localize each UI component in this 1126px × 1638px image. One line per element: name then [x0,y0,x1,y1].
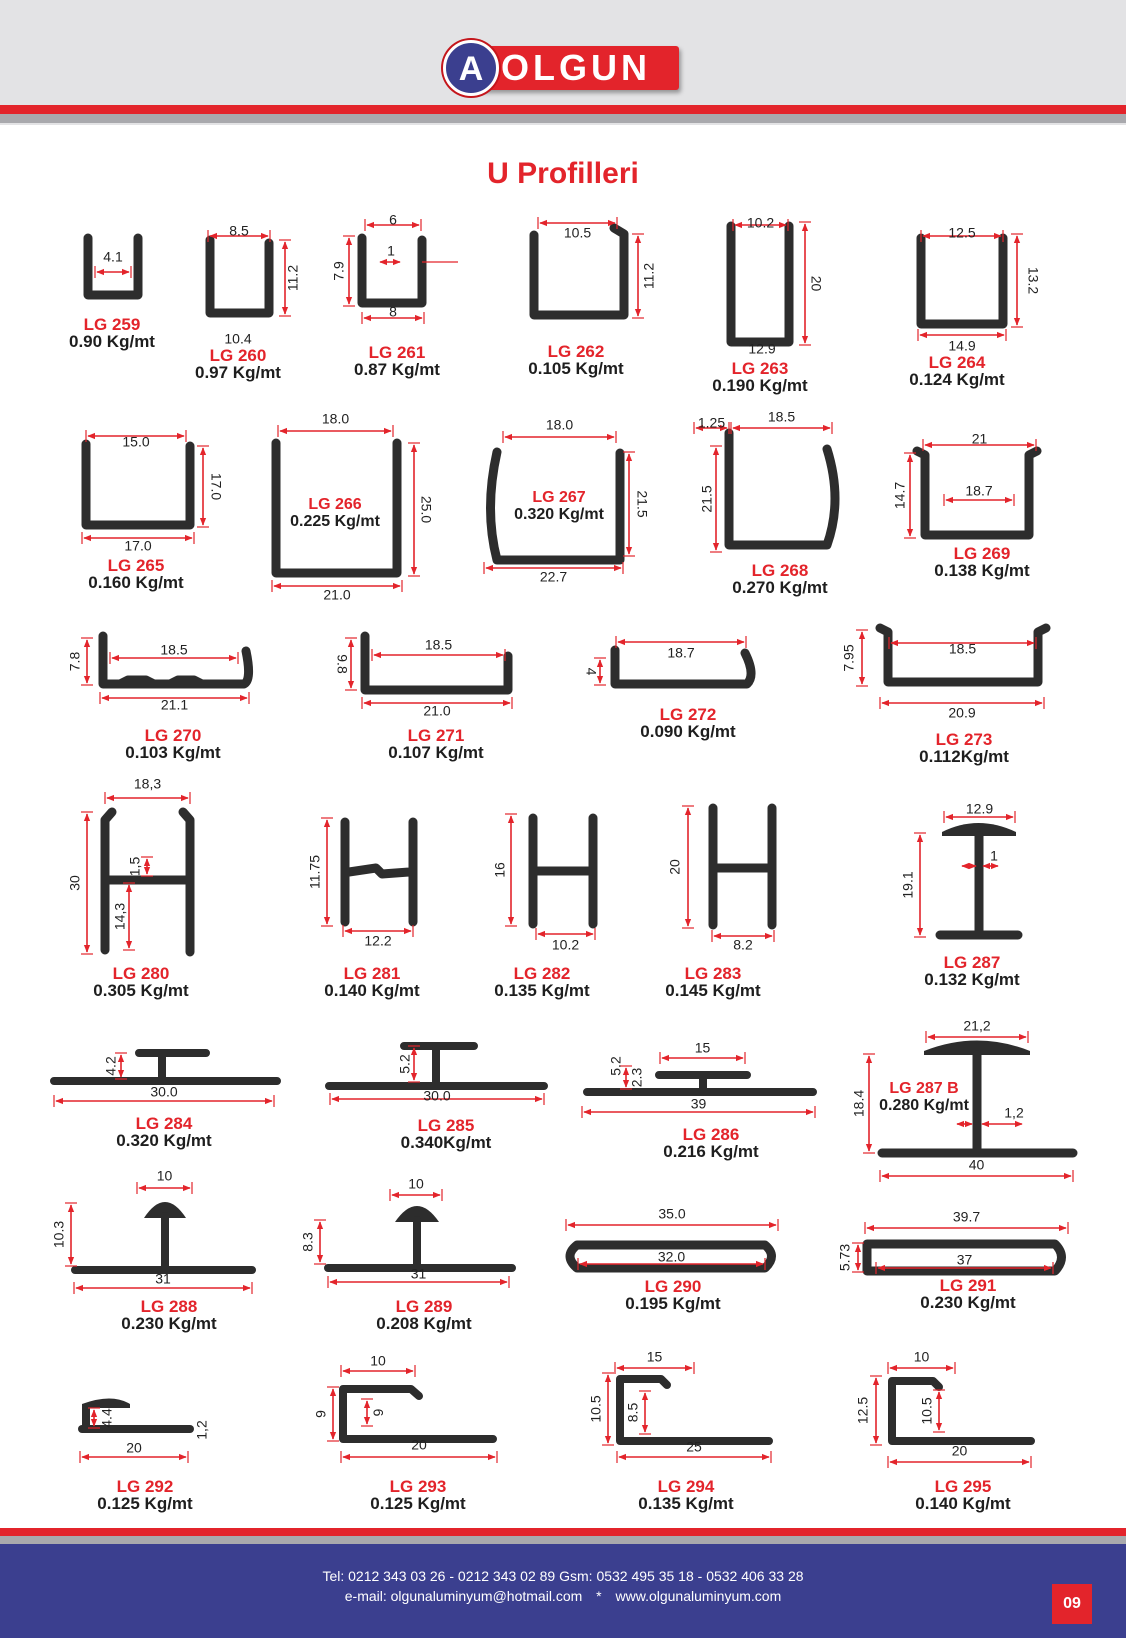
dimension-label: 20 [808,275,825,292]
profile-code: LG 284 [135,1114,193,1133]
dimension-label: 22.7 [539,568,568,585]
profile-weight: 0.190 Kg/mt [712,376,808,395]
dimension-label: 14,3 [111,902,128,931]
profile-code: LG 281 [343,964,401,983]
lg293-shape [343,1389,493,1439]
profile-code: LG 270 [144,726,202,745]
caption-lg292 [35,1478,255,1512]
profile-code: LG 294 [657,1477,715,1496]
dimension-label: 30.0 [423,1087,451,1104]
profile-weight: 0.225 Kg/mt [290,513,380,530]
dimension-label: 30 [66,875,83,891]
dimension-label: 21.5 [634,490,651,518]
lg282-shape [533,818,593,924]
profile-weight: 0.138 Kg/mt [934,561,1030,580]
dimension-label: 31 [410,1265,427,1282]
dimension-label: 1,2 [193,1420,210,1440]
profile-code: LG 262 [547,342,605,361]
profile-weight: 0.90 Kg/mt [69,332,155,351]
dimension-label: 31 [155,1270,171,1287]
caption-lg289 [314,1298,534,1332]
profile-code: LG 285 [417,1116,475,1135]
lg289-shape [328,1220,512,1268]
dimension-label: 21,2 [963,1017,991,1034]
footer-website: www.olgunaluminyum.com [615,1588,782,1604]
dimension-label: 6 [389,211,397,228]
footer-grey-stripe [0,1536,1126,1544]
profile-code: LG 292 [116,1477,174,1496]
dimension-label: 1 [990,847,998,864]
dimension-label: 21.5 [698,485,715,513]
dimension-label: 18,3 [133,775,162,792]
dimension-label: 10.2 [551,936,580,953]
profile-weight: 0.97 Kg/mt [195,363,281,382]
dimension-label: 5.2 [396,1054,413,1074]
caption-lg287b [814,1080,1034,1114]
profile-code: LG 261 [368,343,426,362]
footer-contact-line [0,1588,1126,1604]
caption-lg291 [858,1277,1078,1311]
profile-code: LG 268 [751,561,809,580]
profile-weight: 0.340Kg/mt [400,1133,492,1152]
profile-code: LG 282 [513,964,571,983]
dimension-label: 4.4 [98,1408,115,1428]
profile-weight: 0.145 Kg/mt [665,981,761,1000]
dimension-label: 18.5 [160,641,188,658]
dimension-label: 18.4 [850,1089,867,1118]
lg295-shape [892,1381,1031,1441]
caption-lg290 [563,1278,783,1312]
dimension-label: 10.3 [50,1220,67,1249]
lg264-shape [921,238,1003,324]
profile-code: LG 288 [140,1297,198,1316]
dimension-label: 18.0 [545,416,574,433]
profile-code: LG 265 [107,556,165,575]
dimension-label: 10.5 [563,224,592,241]
lg287-shape [940,836,1018,935]
footer-red-stripe [0,1528,1126,1536]
caption-lg272 [578,706,798,740]
dimension-label: 8.3 [299,1232,316,1252]
dimension-label: 21.1 [160,696,189,713]
dimension-label: 12.5 [948,224,976,241]
dimension-label: 18.5 [948,640,977,657]
dimension-label: 21 [971,430,988,447]
profile-weight: 0.140 Kg/mt [915,1494,1011,1513]
profile-code: LG 290 [644,1277,702,1296]
profile-code: LG 260 [209,346,267,365]
lg262-shape [534,228,624,315]
caption-lg273 [854,731,1074,765]
caption-lg265 [26,557,246,591]
caption-lg294 [576,1478,796,1512]
dimension-label: 8.2 [733,936,753,953]
profile-code: LG 283 [684,964,742,983]
profile-weight: 0.230 Kg/mt [920,1293,1016,1312]
caption-lg267 [449,489,669,523]
dimension-label: 12.2 [364,932,392,949]
dimension-label: 37 [956,1251,973,1268]
dimension-label: 1.25 [697,414,726,431]
profile-code: LG 289 [395,1297,453,1316]
dimension-label: 11.2 [284,264,301,292]
dimension-label: 18.7 [965,482,993,499]
lg285-shape [329,1046,544,1086]
lg263-shape [731,226,789,342]
dimension-label: 32.0 [657,1248,686,1265]
dimension-label: 15 [646,1348,663,1365]
brand-name: OLGUN [501,47,651,88]
profile-code: LG 286 [682,1125,740,1144]
caption-lg259 [2,316,222,350]
dimension-label: 11.75 [306,855,323,889]
profile-weight: 0.125 Kg/mt [370,1494,466,1513]
dimension-label: 39.7 [952,1208,981,1225]
page-number-badge: 09 [1052,1584,1092,1624]
profile-weight: 0.103 Kg/mt [125,743,221,762]
profile-weight: 0.105 Kg/mt [528,359,624,378]
dimension-label: 17.0 [124,537,152,554]
profile-weight: 0.216 Kg/mt [663,1142,759,1161]
profile-weight: 0.87 Kg/mt [354,360,440,379]
profile-code: LG 272 [659,705,717,724]
page-title: U Profilleri [487,157,639,190]
dimension-label: 9 [312,1410,329,1418]
dimension-label: 4 [583,667,600,676]
dimension-label: 18.5 [767,408,796,425]
dimension-label: 14.7 [891,481,908,510]
dimension-label: 9.8 [334,654,351,674]
caption-lg283 [603,965,823,999]
profile-weight: 0.132 Kg/mt [924,970,1020,989]
profile-code: LG 287 [943,953,1001,972]
dimension-label: 20 [126,1439,142,1456]
dimension-label: 12.9 [965,800,994,817]
dimension-label: 17.0 [208,472,225,501]
dimension-label: 10.2 [746,214,775,231]
dimension-label: 5.2 [607,1056,624,1076]
dimension-label: 7.95 [840,644,857,672]
profile-code: LG 263 [731,359,789,378]
dimension-label: 10 [408,1175,424,1192]
profile-weight: 0.090 Kg/mt [640,722,736,741]
dimension-label: 18.7 [667,644,695,661]
profile-code: LG 295 [934,1477,992,1496]
caption-lg263 [650,360,870,394]
profile-weight: 0.140 Kg/mt [324,981,420,1000]
dimension-label: 21.0 [423,702,451,719]
dimension-label: 15.0 [122,433,150,450]
profile-weight: 0.112Kg/mt [919,747,1009,766]
profile-code: LG 259 [83,315,141,334]
caption-lg269 [872,545,1092,579]
profile-code: LG 287 B [889,1080,959,1097]
dimension-label: 10 [913,1348,930,1365]
dimension-label: 25 [686,1438,702,1455]
profile-weight: 0.107 Kg/mt [388,743,484,762]
lg260-shape [210,240,269,313]
dimension-label: 11.2 [640,262,657,290]
lg284-shape [54,1053,277,1081]
profile-weight: 0.270 Kg/mt [732,578,828,597]
profile-code: LG 293 [389,1477,447,1496]
lg268-shape [729,433,835,545]
profile-code: LG 291 [939,1276,997,1295]
profile-code: LG 264 [928,353,986,372]
footer-email: e-mail: olgunaluminyum@hotmail.com [344,1588,583,1604]
dimension-label: 10 [370,1352,386,1369]
dimension-label: 10.5 [587,1395,604,1423]
dimension-label: 10.5 [918,1397,935,1425]
caption-lg264 [847,354,1067,388]
caption-lg266 [225,496,445,530]
dimension-label: 18.5 [424,636,453,653]
dimension-label: 4.1 [103,248,123,265]
profile-code: LG 280 [112,964,170,983]
dimension-label: 2.3 [628,1067,645,1088]
dimension-label: 12.9 [748,340,776,357]
profile-weight: 0.135 Kg/mt [494,981,590,1000]
profile-code: LG 269 [953,544,1011,563]
dimension-label: 20 [951,1442,968,1459]
dimension-label: 19.1 [899,871,916,899]
caption-lg270 [63,727,283,761]
lg265-shape [86,444,190,525]
dimension-label: 8.5 [624,1402,641,1423]
dimension-label: 39 [690,1095,707,1112]
caption-lg280 [31,965,251,999]
profile-weight: 0.320 Kg/mt [514,506,604,523]
profile-weight: 0.280 Kg/mt [879,1097,969,1114]
lg294-shape [620,1379,769,1441]
profile-weight: 0.124 Kg/mt [909,370,1005,389]
caption-lg271 [326,727,546,761]
caption-lg284 [54,1115,274,1149]
dimension-label: 1 [387,242,395,259]
page-footer [0,1528,1126,1638]
dimension-label: 6 [370,1408,387,1417]
dimension-label: 12.5 [854,1396,871,1425]
dimension-label: 8.5 [229,222,249,239]
dimension-label: 20.9 [948,704,976,721]
caption-lg295 [853,1478,1073,1512]
dimension-label: 10 [156,1167,173,1184]
dimension-label: 4.2 [102,1056,119,1076]
lg288-shape [75,1216,252,1270]
brand-mark: A [458,50,484,88]
dimension-label: 7.9 [330,261,347,281]
profile-weight: 0.305 Kg/mt [93,981,189,1000]
footer-separator: * [596,1588,602,1604]
dimension-label: 30.0 [150,1083,178,1100]
dimension-label: 8 [389,303,397,320]
caption-lg286 [601,1126,821,1160]
profile-weight: 0.135 Kg/mt [638,1494,734,1513]
dimension-label: 10.4 [224,330,252,347]
lg283-shape [713,808,772,925]
dimension-label: 20 [666,859,683,875]
dimension-label: 5.73 [836,1243,853,1272]
profile-weight: 0.125 Kg/mt [97,1494,193,1513]
dimension-label: 1,5 [126,856,143,877]
dimension-label: 18.0 [321,410,350,427]
profile-code: LG 271 [407,726,465,745]
profile-weight: 0.195 Kg/mt [625,1294,721,1313]
dimension-label: 25.0 [418,495,435,524]
dimension-label: 16 [491,862,508,878]
dimension-label: 1,2 [1004,1104,1024,1121]
caption-lg287 [862,954,1082,988]
profile-weight: 0.160 Kg/mt [88,573,184,592]
profile-weight: 0.320 Kg/mt [116,1131,212,1150]
profile-weight: 0.208 Kg/mt [376,1314,472,1333]
lg281-shape [345,822,413,922]
profile-code: LG 266 [308,496,362,513]
profile-weight: 0.230 Kg/mt [121,1314,217,1333]
caption-lg268 [670,562,890,596]
dimension-label: 20 [411,1436,427,1453]
profile-code: LG 273 [935,730,993,749]
footer-phone-numbers: Tel: 0212 343 03 26 - 0212 343 02 89 Gsm: 0532 495 35 18 - 0532 406 33 28 [322,1568,804,1584]
profile-code: LG 267 [532,489,586,506]
dimension-label: 7.8 [66,651,83,672]
dimension-label: 13.2 [1025,266,1042,295]
caption-lg288 [59,1298,279,1332]
caption-lg293 [308,1478,528,1512]
caption-lg285 [336,1117,556,1151]
dimension-label: 14.9 [948,337,976,354]
dimension-label: 15 [694,1039,711,1056]
dimension-label: 40 [968,1156,985,1173]
dimension-label: 35.0 [658,1205,686,1222]
dimension-label: 21.0 [323,586,351,603]
